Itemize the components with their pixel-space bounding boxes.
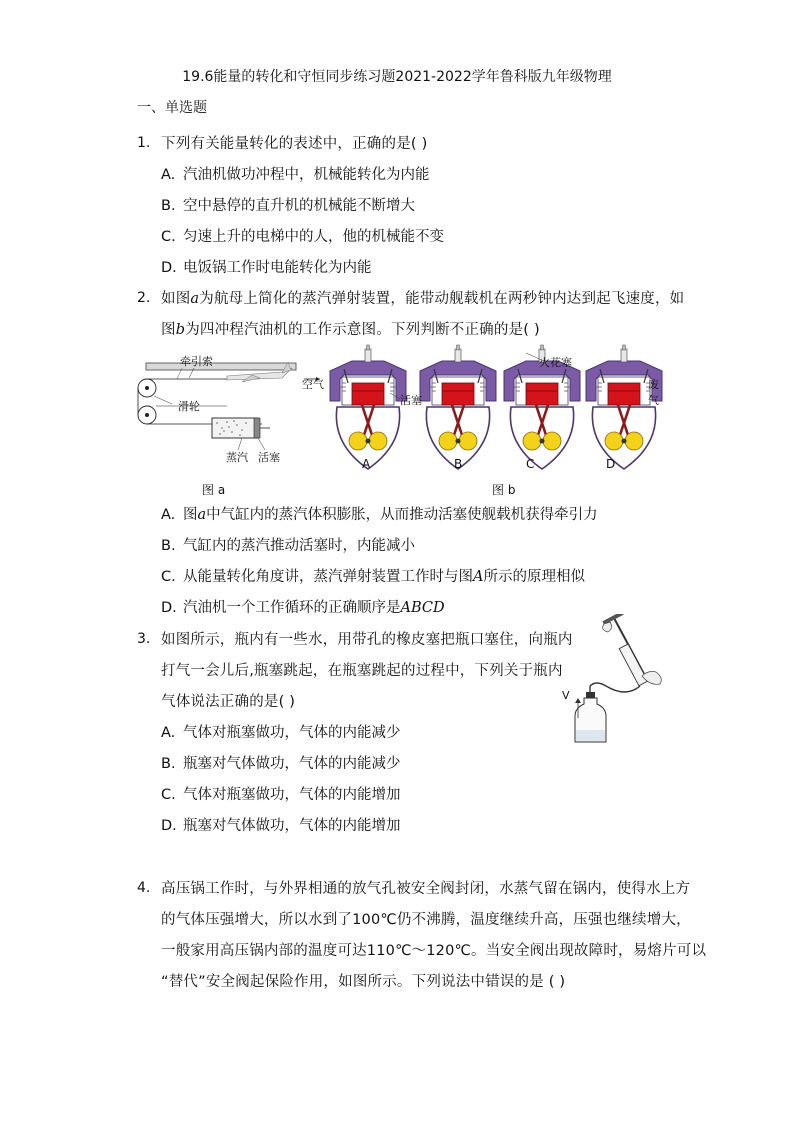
- option-a[interactable]: [161, 163, 430, 184]
- option-text: 气体对瓶塞做功，气体的内能减少: [183, 725, 401, 741]
- label-piston-b: 活塞: [400, 394, 422, 407]
- option-c[interactable]: [161, 225, 444, 246]
- option-label: C.: [161, 569, 176, 585]
- option-text: 从能量转化角度讲，蒸汽弹射装置工作时与图: [183, 569, 473, 585]
- option-text: 匀速上升的电梯中的人，他的机械能不变: [183, 229, 444, 245]
- stem-text: 为四冲程汽油机的工作示意图。下列判断不正确的是( ): [185, 322, 540, 338]
- option-b[interactable]: [161, 752, 401, 773]
- label-spark-plug: 火花塞: [539, 356, 572, 369]
- stopper: [586, 692, 595, 698]
- question-stem-line: 气体说法正确的是( ): [161, 694, 296, 710]
- deck: [146, 363, 296, 370]
- option-label: A.: [161, 507, 176, 523]
- option-label: D.: [161, 600, 177, 616]
- option-variable: a: [197, 507, 207, 523]
- option-text: 图: [183, 507, 198, 523]
- engine-label-b: B: [454, 457, 463, 471]
- question-stem-line: 一般家用高压锅内部的温度可达110℃～120℃。当安全阀出现故障时，易熔片可以: [161, 943, 707, 959]
- option-b[interactable]: [161, 194, 415, 215]
- figure-a-caption: 图 a: [202, 483, 226, 497]
- section-heading: 一、单选题: [137, 100, 207, 116]
- label-v: V: [562, 689, 570, 702]
- option-c[interactable]: [161, 783, 401, 804]
- engine-b: [420, 345, 496, 469]
- option-label: A.: [161, 725, 176, 741]
- option-label: D.: [161, 818, 177, 834]
- question-number: 2.: [137, 290, 151, 306]
- label-pulley: 滑轮: [178, 400, 200, 413]
- option-text: 汽油机一个工作循环的正确顺序是: [183, 600, 401, 616]
- question-stem-line: [161, 318, 540, 339]
- hose: [590, 683, 640, 692]
- question-number: 1.: [137, 135, 151, 151]
- water: [576, 730, 605, 741]
- pump-cylinder: [619, 644, 648, 686]
- question-stem-line: “替代”安全阀起保险作用，如图所示。下列说法中错误的是 ( ): [161, 974, 566, 990]
- option-label: C.: [161, 229, 176, 245]
- engine-a: [330, 345, 406, 469]
- option-text: 气缸内的蒸汽推动活塞时，内能减小: [183, 538, 415, 554]
- option-label: A.: [161, 167, 176, 183]
- option-c[interactable]: [161, 565, 585, 586]
- figure-a-steam-catapult: [132, 348, 302, 498]
- option-d[interactable]: [161, 814, 401, 835]
- stem-variable: b: [175, 322, 186, 338]
- figure-b-caption: 图 b: [492, 483, 516, 497]
- option-label: D.: [161, 260, 177, 276]
- label-exhaust: 废: [648, 378, 659, 391]
- question-stem-line: 高压锅工作时，与外界相通的放气孔被安全阀封闭，水蒸气留在锅内，使得水上方: [161, 881, 691, 897]
- page-title: 19.6能量的转化和守恒同步练习题2021-2022学年鲁科版九年级物理: [182, 69, 612, 85]
- option-label: B.: [161, 198, 176, 214]
- option-text: 中气缸内的蒸汽体积膨胀，从而推动活塞使舰载机获得牵引力: [206, 507, 598, 523]
- option-text: 所示的原理相似: [483, 569, 585, 585]
- question-stem-line: [161, 287, 684, 308]
- label-piston: 活塞: [258, 451, 280, 464]
- question-stem-line: 如图所示，瓶内有一些水，用带孔的橡皮塞把瓶口塞住，向瓶内: [161, 632, 573, 648]
- option-text: 电饭锅工作时电能转化为内能: [183, 260, 372, 276]
- option-a[interactable]: [161, 721, 401, 742]
- option-d[interactable]: [161, 256, 372, 277]
- figure-bottle-pump: [556, 614, 671, 749]
- option-d[interactable]: [161, 596, 445, 617]
- question-number: 3.: [137, 631, 151, 647]
- question-stem: 下列有关能量转化的表述中，正确的是( ): [161, 136, 428, 152]
- question-number: 4.: [137, 880, 151, 896]
- option-text: 空中悬停的直升机的机械能不断增大: [183, 198, 415, 214]
- engine-label-a: A: [362, 457, 371, 471]
- option-label: B.: [161, 538, 176, 554]
- engine-label-d: D: [606, 457, 616, 471]
- question-stem-line: 打气一会儿后,瓶塞跳起，在瓶塞跳起的过程中，下列关于瓶内: [161, 663, 563, 679]
- option-label: B.: [161, 756, 176, 772]
- option-b[interactable]: [161, 534, 415, 555]
- option-variable: ABCD: [400, 600, 445, 616]
- option-a[interactable]: [161, 503, 598, 524]
- stem-text: 图: [161, 322, 176, 338]
- option-label: C.: [161, 787, 176, 803]
- label-air: 空气: [302, 378, 324, 391]
- stem-variable: a: [190, 291, 200, 307]
- piston: [254, 418, 260, 438]
- engine-label-c: C: [526, 457, 535, 471]
- option-text: 气体对瓶塞做功，气体的内能增加: [183, 787, 401, 803]
- option-text: 瓶塞对气体做功，气体的内能增加: [183, 818, 401, 834]
- label-tow-rope: 牵引索: [180, 355, 213, 368]
- question-stem-line: 的气体压强增大，所以水到了100℃仍不沸腾，温度继续升高，压强也继续增大，: [161, 912, 691, 928]
- option-variable: A: [473, 569, 484, 585]
- stem-text: 为航母上简化的蒸汽弹射装置，能带动舰载机在两秒钟内达到起飞速度，如: [199, 291, 685, 307]
- label-steam: 蒸汽: [226, 451, 248, 464]
- option-text: 汽油机做功冲程中，机械能转化为内能: [183, 167, 430, 183]
- option-text: 瓶塞对气体做功，气体的内能减少: [183, 756, 401, 772]
- stem-text: 如图: [161, 291, 191, 307]
- label-exhaust: 气: [648, 394, 659, 407]
